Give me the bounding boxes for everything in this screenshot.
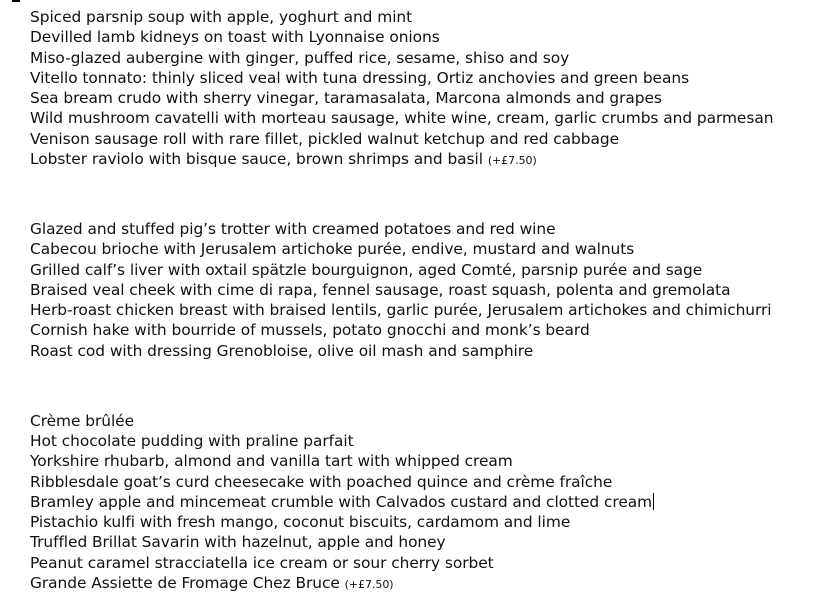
menu-item (30, 553, 830, 573)
surcharge-label: (+£7.50) (487, 153, 537, 167)
menu-item (30, 149, 830, 169)
text-cursor (653, 493, 654, 510)
menu-item (30, 512, 830, 532)
menu-item (30, 320, 830, 340)
menu-item (30, 260, 830, 280)
menu-item-text: Vitello tonnato: thinly sliced veal with tuna dressing, Ortiz anchovies and green beans (30, 68, 690, 87)
menu-item (30, 27, 830, 47)
menu-item (30, 411, 830, 431)
menu-item-text: Glazed and stuffed pig’s trotter with creamed potatoes and red wine (30, 220, 556, 238)
menu-item-text: Peanut caramel stracciatella ice cream or sour cherry sorbet (30, 553, 494, 572)
menu-item-text: Grande Assiette de Fromage Chez Bruce (30, 573, 340, 592)
menu-item-text: Herb-roast chicken breast with braised lentils, garlic purée, Jerusalem artichokes and chimichurri (30, 301, 772, 319)
menu-item-text: Venison sausage roll with rare fillet, pickled walnut ketchup and red cabbage (30, 129, 620, 148)
menu-item (30, 108, 830, 128)
menu-item (30, 300, 830, 320)
menu-item-text: Yorkshire rhubarb, almond and vanilla tart with whipped cream (30, 452, 513, 471)
section-spacer (30, 169, 830, 219)
surcharge-label: (+£7.50) (344, 577, 394, 591)
menu-item-text: Miso-glazed aubergine with ginger, puffed rice, sesame, shiso and soy (30, 48, 570, 67)
starters-section (30, 7, 830, 169)
menu-item-text: Roast cod with dressing Grenobloise, olive oil mash and samphire (30, 341, 534, 360)
menu-item-text: Spiced parsnip soup with apple, yoghurt and mint (30, 8, 413, 26)
menu-item-text: Lobster raviolo with bisque sauce, brown shrimps and basil (30, 149, 483, 168)
menu-item-text: Wild mushroom cavatelli with morteau sausage, white wine, cream, garlic crumbs and parmesan (30, 109, 774, 128)
menu-item-text: Bramley apple and mincemeat crumble with Calvados custard and clotted cream (30, 492, 653, 511)
menu-item (30, 341, 830, 361)
menu-document[interactable] (30, 7, 830, 593)
menu-item-text: Pistachio kulfi with fresh mango, coconut biscuits, cardamom and lime (30, 513, 571, 531)
menu-item (30, 532, 830, 552)
menu-item (30, 68, 830, 88)
menu-item (30, 239, 830, 259)
menu-item (30, 88, 830, 108)
menu-item (30, 573, 830, 593)
page-corner-mark (12, 0, 20, 2)
menu-item (30, 129, 830, 149)
menu-item (30, 280, 830, 300)
menu-item (30, 219, 830, 239)
desserts-section (30, 411, 830, 593)
menu-item-text: Devilled lamb kidneys on toast with Lyonnaise onions (30, 28, 440, 47)
menu-item (30, 492, 830, 512)
menu-item-text: Cornish hake with bourride of mussels, potato gnocchi and monk’s beard (30, 321, 590, 340)
section-spacer (30, 361, 830, 411)
menu-item (30, 451, 830, 471)
menu-item (30, 7, 830, 27)
menu-item-text: Truffled Brillat Savarin with hazelnut, apple and honey (30, 533, 446, 552)
mains-section (30, 219, 830, 361)
menu-item (30, 431, 830, 451)
menu-item-text: Ribblesdale goat’s curd cheesecake with poached quince and crème fraîche (30, 472, 613, 491)
menu-item-text: Hot chocolate pudding with praline parfait (30, 432, 354, 450)
menu-item-text: Grilled calf’s liver with oxtail spätzle bourguignon, aged Comté, parsnip purée and sage (30, 260, 703, 279)
menu-item (30, 472, 830, 492)
menu-item-text: Braised veal cheek with cime di rapa, fennel sausage, roast squash, polenta and gremolata (30, 280, 731, 299)
menu-item (30, 48, 830, 68)
menu-item-text: Sea bream crudo with sherry vinegar, taramasalata, Marcona almonds and grapes (30, 89, 662, 107)
menu-item-text: Crème brûlée (30, 411, 135, 430)
menu-item-text: Cabecou brioche with Jerusalem artichoke purée, endive, mustard and walnuts (30, 240, 635, 259)
